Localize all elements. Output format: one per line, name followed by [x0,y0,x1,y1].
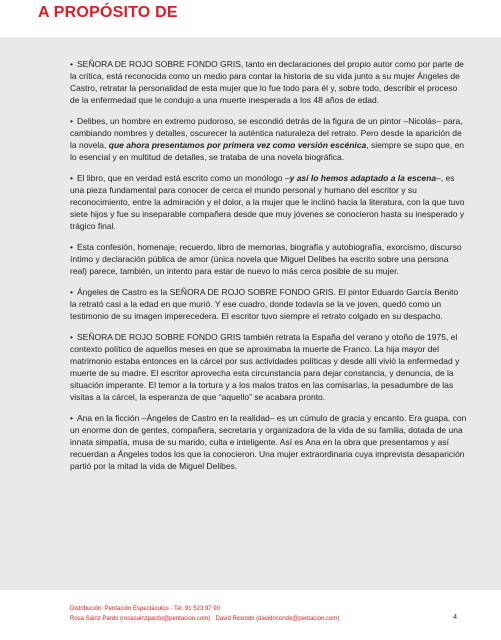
bullet-paragraph [70,412,467,472]
bullet-point-icon: • [70,173,73,183]
bullet-paragraph [70,58,467,106]
emphasis-text: que ahora presentamos por primera vez como versión escénica [108,140,367,150]
page-header [0,0,501,37]
paragraph-text: Delibes, un hombre en extremo pudoroso, se escondió detrás de la figura de un pintor –Nicolás– para, cambiando nombres y detalles, oscurecer la auténtica naturaleza del retrato. Pero desde la aparición de la novela, [70,116,463,150]
footer-contacts-line: Rosa Sáinz Pardo (rosasainzpardo@pentacion.com) · David Ricondo (davidricondo@pentacion.com) [70,616,340,622]
paragraph-text: SEÑORA DE ROJO SOBRE FONDO GRIS también retrata la España del verano y otoño de 1975, el contexto político de aquellos meses en que se aproximaba la muerte de Franco. La hija mayor del matrimonio estaba entonces en la cárcel por sus actividades políticas y desde allí vivió la enfermedad y muerte de su madre. El escritor aprovecha esta circunstancia para dejar constancia, y denuncia, de la situación imperante. El temor a la tortura y a los malos tratos en las comisarías, la pesadumbre de las visitas a la cárcel, la esperanza de que “aquello” se acabara pronto. [70,332,460,402]
bullet-paragraph [70,115,467,163]
paragraph-text: –, es una pieza fundamental para conocer de cerca el mundo personal y humano del escritor y su reconocimiento, entre la admiración y el dolor, a la mujer que le inclinó hacia la literatura, con la que tuvo siete hijos y fue su inseparable compañera desde que muy jóvenes se conocieron hasta su inesperado y trágico final. [70,173,465,231]
bullet-point-icon: • [70,287,73,297]
bullet-paragraph [70,172,467,232]
bullet-point-icon: • [70,242,73,252]
footer-distribution-line: Distribución: Pentación Espectáculos · Tel. 91 523 97 90 [70,606,220,612]
bullet-point-icon: • [70,116,73,126]
emphasis-text: y así lo hemos adaptado a la escena [289,173,437,183]
paragraph-text: Ángeles de Castro es la SEÑORA DE ROJO SOBRE FONDO GRIS. El pintor Eduardo García Benito la retrató casi a la edad en que murió. Y ese cuadro, donde todavía se la ve joven, quedó como un testimonio de su imagen imperecedera. El escritor tuvo siempre el retrato colgado en su despacho. [70,287,459,321]
footer-contact [70,604,470,624]
bullet-point-icon: • [70,59,73,69]
section-title: A PROPÓSITO DE [38,4,178,21]
bullet-point-icon: • [70,332,73,342]
paragraph-text: Esta confesión, homenaje, recuerdo, libro de memorias, biografía y autobiografía, exorcismo, discurso íntimo y declaración pública de amor (única novela que Miguel Delibes ha escrito sobre una persona real) parece, también, un intento para estar de nuevo lo más cerca posible de su mujer. [70,242,462,276]
paragraph-text: SEÑORA DE ROJO SOBRE FONDO GRIS, tanto en declaraciones del propio autor como por parte de la crítica, está reconocida como un medio para contar la historia de su vida junto a su mujer Ángeles de Castro, retratar la personalidad de esta mujer que lo fue todo para él y, sobre todo, describir el proceso de la enfermedad que le condujo a una muerte inesperada a los 48 años de edad. [70,59,464,105]
paragraph-text: Ana en la ficción –Ángeles de Castro en la realidad– es un cúmulo de gracia y encanto. Era guapa, con un enorme don de gentes, compañera, secretaria y organizadora de la vida de su familia, dotada de una innata simpatía, musa de su marido, culta e inteligente. Así es Ana en la obra que presentamos y así recuerdan a Ángeles todos los que la conocieron. Una mujer extraordinaria cuya imprevista desaparición partió por la mitad la vida de Miguel Delibes. [70,413,467,471]
bullet-paragraph [70,286,467,322]
article-body [70,58,467,481]
bullet-point-icon: • [70,413,73,423]
paragraph-text: , siempre se supo que, en lo esencial y en multitud de detalles, se trataba de una novela biográfica. [70,140,465,162]
bullet-paragraph [70,241,467,277]
page-number: 4 [453,614,457,621]
bullet-paragraph [70,331,467,403]
paragraph-text: El libro, que en verdad está escrito como un monólogo – [76,173,290,183]
